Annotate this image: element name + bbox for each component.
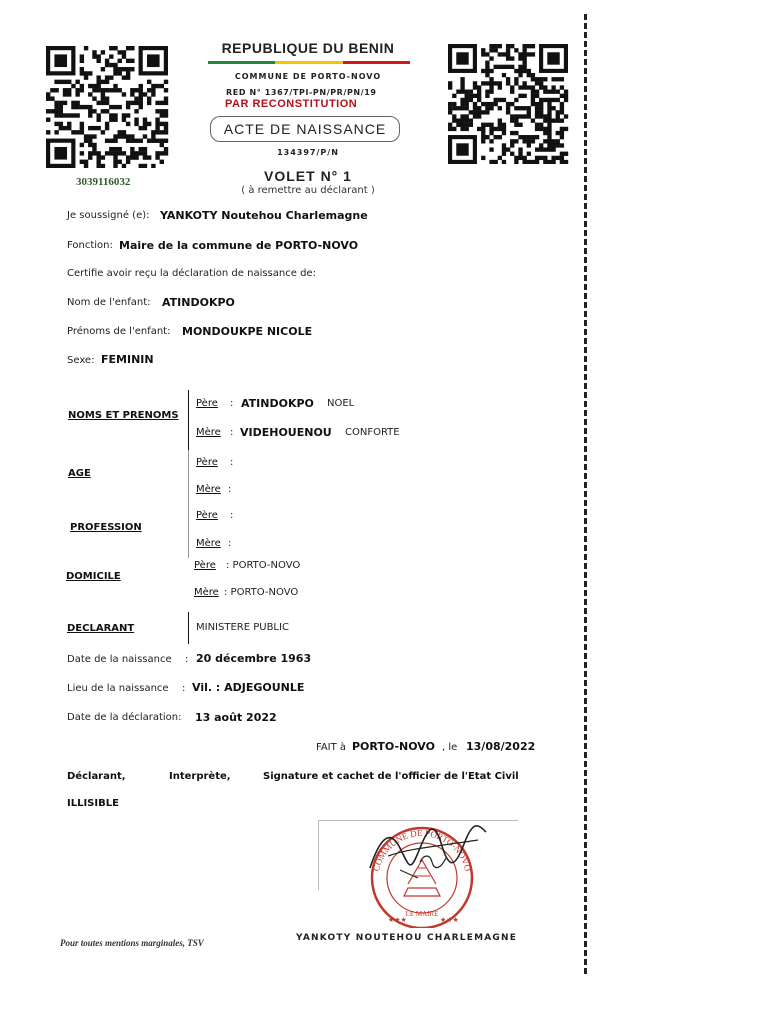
fonction-value: Maire de la commune de PORTO-NOVO bbox=[119, 239, 359, 252]
republic-title: REPUBLIQUE DU BENIN bbox=[221, 40, 395, 56]
volet-title: VOLET N° 1 bbox=[264, 168, 352, 184]
pere-domicile: : PORTO-NOVO bbox=[226, 560, 301, 571]
sexe-value: FEMININ bbox=[101, 353, 154, 366]
child-name-value: ATINDOKPO bbox=[162, 296, 235, 309]
divider-age bbox=[188, 450, 189, 558]
fait-label: FAIT à bbox=[316, 742, 347, 753]
mere-label-profession: Mère bbox=[196, 538, 221, 549]
signature-box-left bbox=[318, 820, 319, 890]
certifie-text: Certifie avoir reçu la déclaration de naissance de: bbox=[67, 268, 316, 279]
divider-declarant bbox=[188, 612, 189, 644]
mayor-name: YANKOTY NOUTEHOU CHARLEMAGNE bbox=[296, 933, 518, 943]
child-prenoms-value: MONDOUKPE NICOLE bbox=[182, 325, 313, 338]
mere-nom: VIDEHOUENOU bbox=[240, 426, 332, 439]
svg-text:★★★: ★★★ bbox=[388, 916, 407, 924]
noms-prenoms-header: NOMS ET PRENOMS bbox=[68, 410, 179, 421]
mere-prenom: CONFORTE bbox=[345, 427, 400, 438]
mere-label-domicile: Mère bbox=[194, 587, 219, 598]
child-prenoms-label: Prénoms de l'enfant: bbox=[67, 326, 171, 337]
mere-domicile: : PORTO-NOVO bbox=[224, 587, 299, 598]
naissance-lieu-colon: : bbox=[182, 683, 186, 694]
pere-colon-profession: : bbox=[230, 510, 234, 521]
naissance-lieu-value: Vil. : ADJEGOUNLE bbox=[192, 681, 305, 694]
mere-colon-age: : bbox=[228, 484, 232, 495]
svg-text:COMMUNE DE PORTO-NOVO: COMMUNE DE PORTO-NOVO bbox=[370, 827, 474, 873]
age-header: AGE bbox=[68, 468, 91, 479]
commune-name: COMMUNE DE PORTO-NOVO bbox=[234, 72, 382, 81]
sexe-label: Sexe: bbox=[67, 355, 95, 366]
volet-note: ( à remettre au déclarant ) bbox=[241, 185, 375, 196]
interprete-signature-label: Interprète, bbox=[169, 771, 231, 782]
declaration-date-label: Date de la déclaration: bbox=[67, 712, 182, 723]
pere-prenom: NOEL bbox=[327, 398, 355, 409]
illisible-label: ILLISIBLE bbox=[67, 798, 119, 809]
qr-code-right bbox=[448, 44, 574, 164]
declarant-header: DECLARANT bbox=[67, 623, 135, 634]
naissance-lieu-label: Lieu de la naissance bbox=[67, 683, 169, 694]
naissance-date-value: 20 décembre 1963 bbox=[196, 652, 312, 665]
naissance-date-label: Date de la naissance bbox=[67, 654, 172, 665]
domicile-header: DOMICILE bbox=[66, 571, 121, 582]
divider-noms bbox=[188, 390, 189, 450]
pere-label-noms: Père bbox=[196, 398, 218, 409]
officer-signature-label: Signature et cachet de l'officier de l'Etat Civil bbox=[263, 771, 519, 782]
mere-colon-profession: : bbox=[228, 538, 232, 549]
pere-label-domicile: Père bbox=[194, 560, 216, 571]
fait-date: 13/08/2022 bbox=[466, 740, 536, 753]
declaration-date-value: 13 août 2022 bbox=[195, 711, 277, 724]
pere-colon-noms: : bbox=[230, 398, 234, 409]
svg-text:★★★: ★★★ bbox=[440, 916, 459, 924]
fait-place: PORTO-NOVO bbox=[352, 740, 435, 753]
mere-colon-noms: : bbox=[230, 427, 234, 438]
cut-line bbox=[584, 14, 587, 974]
pere-nom: ATINDOKPO bbox=[241, 397, 314, 410]
pere-label-age: Père bbox=[196, 457, 218, 468]
naissance-date-colon: : bbox=[185, 654, 189, 665]
mere-label-age: Mère bbox=[196, 484, 221, 495]
document-title: ACTE DE NAISSANCE bbox=[210, 116, 400, 142]
handwritten-signature bbox=[360, 818, 496, 880]
qr-code-left bbox=[46, 46, 172, 168]
soussigne-label: Je soussigné (e): bbox=[67, 210, 150, 221]
svg-text:LE MAIRE: LE MAIRE bbox=[405, 910, 439, 918]
soussigne-value: YANKOTY Noutehou Charlemagne bbox=[160, 209, 368, 222]
qr-code-number: 3039116032 bbox=[76, 176, 131, 188]
pere-label-profession: Père bbox=[196, 510, 218, 521]
mere-label-noms: Mère bbox=[196, 427, 221, 438]
red-reference: RED N° 1367/TPI-PN/PR/PN/19 bbox=[226, 88, 377, 97]
declarant-value: MINISTERE PUBLIC bbox=[196, 622, 289, 633]
pere-colon-age: : bbox=[230, 457, 234, 468]
acte-number: 134397/P/N bbox=[277, 148, 339, 157]
fonction-label: Fonction: bbox=[67, 240, 113, 251]
declarant-signature-label: Déclarant, bbox=[67, 771, 126, 782]
child-name-label: Nom de l'enfant: bbox=[67, 297, 151, 308]
reconstitution-label: PAR RECONSTITUTION bbox=[225, 98, 358, 110]
marginal-note: Pour toutes mentions marginales, TSV bbox=[60, 938, 204, 948]
profession-header: PROFESSION bbox=[70, 522, 142, 533]
flag-stripe bbox=[208, 61, 410, 64]
fait-le-label: , le bbox=[442, 742, 458, 753]
